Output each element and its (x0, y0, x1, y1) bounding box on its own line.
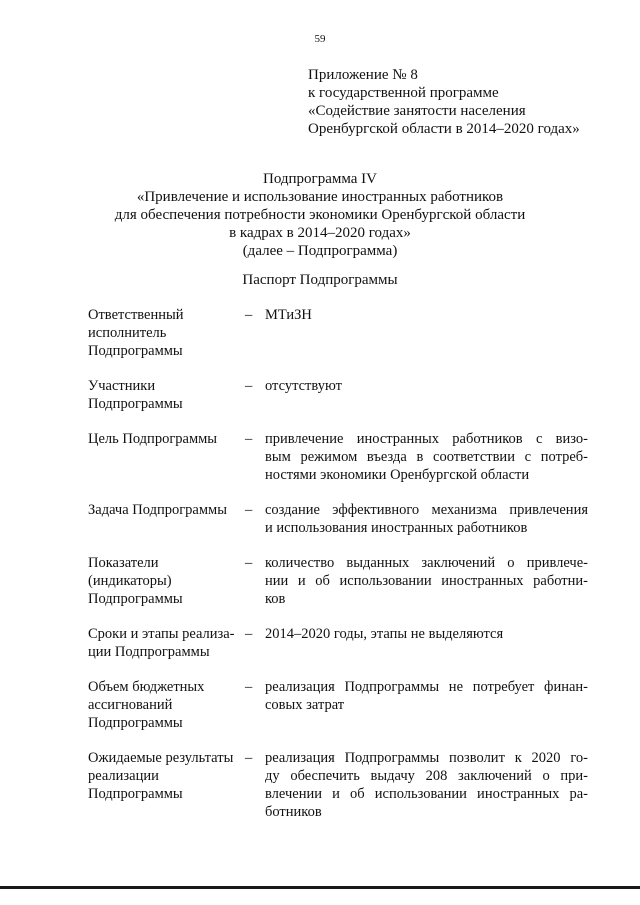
heading-line: в кадрах в 2014–2020 годах» (229, 225, 411, 241)
heading-line: для обеспечения потребности экономики Оренбургской области (114, 207, 526, 223)
label-line: Участники (88, 378, 156, 394)
row-dash: – (245, 307, 253, 323)
value-line: реализация Подпрограммы не потребует финан- (265, 679, 588, 695)
label-line: Объем бюджетных (88, 679, 205, 695)
page-number: 59 (314, 33, 326, 45)
row-label (88, 749, 245, 821)
row-dash: – (245, 679, 253, 695)
label-line: (индикаторы) (88, 573, 172, 589)
row-dash: – (245, 378, 253, 394)
row-value (265, 625, 588, 661)
row-label (88, 377, 245, 413)
label-line: Сроки и этапы реализа- (88, 626, 235, 642)
passport-title: Паспорт Подпрограммы (242, 272, 398, 288)
row-dash: – (245, 502, 253, 518)
passport-row-task (88, 501, 588, 537)
value-line: отсутствуют (265, 378, 342, 394)
label-line: Задача Подпрограммы (88, 502, 227, 518)
subprogram-heading (0, 170, 640, 260)
value-line: и использования иностранных работников (265, 520, 528, 536)
value-line: ков (265, 591, 286, 607)
value-line: вым режимом въезда в соответствии с потреб- (265, 449, 588, 465)
row-value (265, 377, 588, 413)
value-line: совых затрат (265, 697, 345, 713)
value-line: количество выданных заключений о привлече- (265, 555, 588, 571)
row-dash: – (245, 750, 253, 766)
appendix-header (308, 66, 580, 138)
label-line: ции Подпрограммы (88, 644, 210, 660)
label-line: ассигнований (88, 697, 173, 713)
value-line: влечении и об использовании иностранных ра- (265, 786, 588, 802)
heading-line: «Привлечение и использование иностранных работников (136, 189, 504, 205)
row-value (265, 306, 588, 360)
row-value (265, 554, 588, 608)
label-line: исполнитель (88, 325, 167, 341)
heading-line: Подпрограмма IV (263, 171, 377, 187)
label-line: Показатели (88, 555, 159, 571)
value-line: привлечение иностранных работников с визо- (265, 431, 588, 447)
bottom-rule (0, 886, 640, 889)
label-line: Подпрограммы (88, 786, 183, 802)
label-line: Подпрограммы (88, 343, 183, 359)
row-value (265, 501, 588, 537)
passport-row-participants (88, 377, 588, 413)
value-line: ботников (265, 804, 322, 820)
value-line: МТиЗН (265, 307, 312, 323)
row-label (88, 430, 245, 484)
value-line: ду обеспечить выдачу 208 заключений о при- (265, 768, 588, 784)
passport-row-goal (88, 430, 588, 484)
label-line: Ответственный (88, 307, 184, 323)
value-line: создание эффективного механизма привлечения (265, 502, 588, 518)
row-dash: – (245, 431, 253, 447)
label-line: Подпрограммы (88, 715, 183, 731)
passport-row-timeline (88, 625, 588, 661)
label-line: Цель Подпрограммы (88, 431, 218, 447)
row-dash: – (245, 555, 253, 571)
value-line: ностями экономики Оренбургской области (265, 467, 530, 483)
appendix-line: к государственной программе (308, 85, 499, 101)
value-line: реализация Подпрограммы позволит к 2020 го- (265, 750, 588, 766)
row-label (88, 306, 245, 360)
row-label (88, 678, 245, 732)
row-dash: – (245, 626, 253, 642)
appendix-line: Оренбургской области в 2014–2020 годах» (308, 121, 580, 137)
heading-line: (далее – Подпрограмма) (242, 243, 398, 259)
row-label (88, 501, 245, 537)
passport-row-budget (88, 678, 588, 732)
row-label (88, 554, 245, 608)
appendix-line: «Содействие занятости населения (308, 103, 526, 119)
label-line: Ожидаемые результаты (88, 750, 234, 766)
row-value (265, 678, 588, 732)
label-line: Подпрограммы (88, 396, 183, 412)
passport-row-expected-results (88, 749, 588, 821)
value-line: нии и об использовании иностранных работни- (265, 573, 588, 589)
appendix-line: Приложение № 8 (308, 67, 418, 83)
value-line: 2014–2020 годы, этапы не выделяются (265, 626, 504, 642)
label-line: Подпрограммы (88, 591, 183, 607)
row-label (88, 625, 245, 661)
passport-table (88, 306, 588, 838)
passport-row-responsible (88, 306, 588, 360)
passport-row-indicators (88, 554, 588, 608)
row-value (265, 430, 588, 484)
label-line: реализации (88, 768, 159, 784)
row-value (265, 749, 588, 821)
